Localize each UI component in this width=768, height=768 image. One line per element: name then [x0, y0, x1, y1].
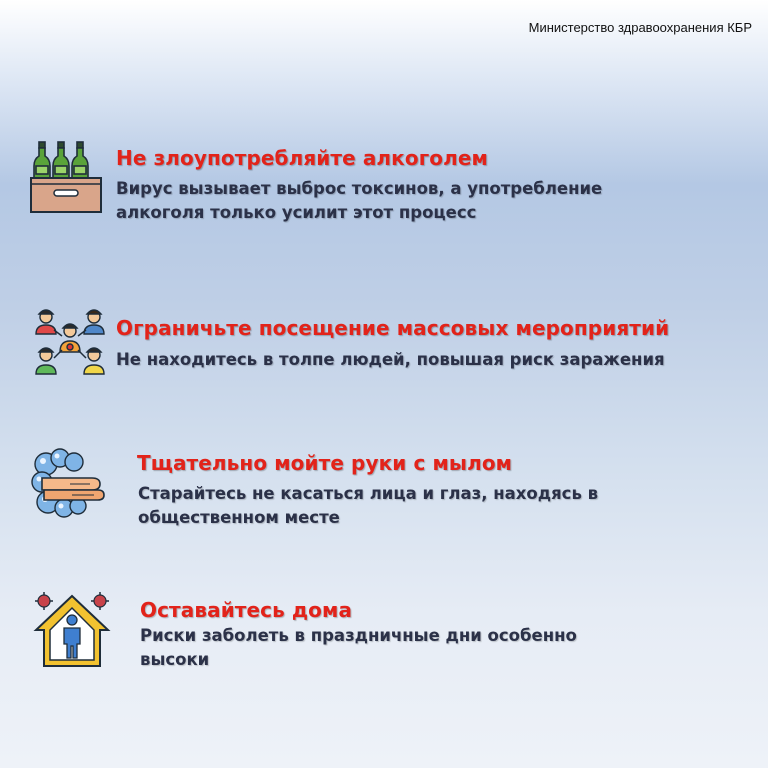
tip-description-line: Риски заболеть в праздничные дни особенно [140, 626, 577, 645]
stay-home-icon [32, 590, 112, 670]
tip-description-line: высоки [140, 650, 210, 669]
hand-washing-icon [30, 448, 110, 522]
tip-title: Не злоупотребляйте алкоголем [116, 146, 488, 170]
tip-description-line: алкоголя только усилит этот процесс [116, 203, 477, 222]
ministry-label: Министерство здравоохранения КБР [528, 20, 752, 35]
tip-title: Тщательно мойте руки с мылом [137, 451, 513, 475]
tip-description-line: Не находитесь в толпе людей, повышая риск заражения [116, 350, 665, 369]
tip-description-line: Старайтесь не касаться лица и глаз, находясь в [138, 484, 599, 503]
tip-title: Оставайтесь дома [140, 598, 353, 622]
tip-title: Ограничьте посещение массовых мероприятий [116, 316, 670, 340]
tip-description-line: Вирус вызывает выброс токсинов, а употребление [116, 179, 603, 198]
alcohol-bottles-icon [28, 140, 104, 216]
tip-description-line: общественном месте [138, 508, 340, 527]
crowd-people-icon [34, 306, 106, 378]
